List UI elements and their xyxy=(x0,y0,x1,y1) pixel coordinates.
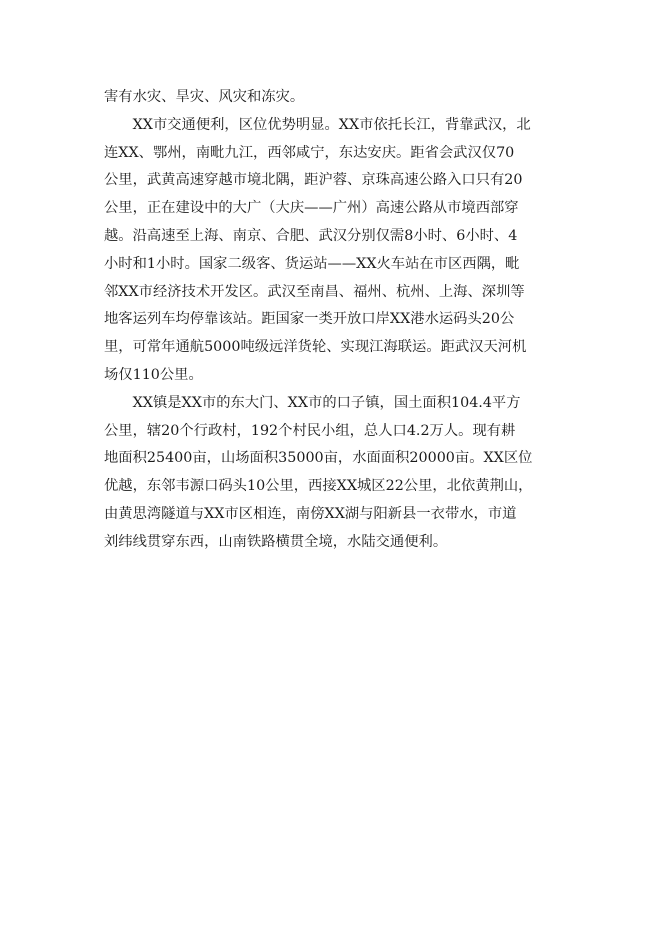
paragraph-1: 害有水灾、旱灾、风灾和冻灾。 xyxy=(104,89,305,105)
paragraph-2: XX市交通便利，区位优势明显。XX市依托长江，背靠武汉，北 连XX、鄂州，南毗九江，西邻咸宁，东达安庆。距省会武汉仅70 公里，武黄高速穿越市境北隅，距沪蓉、京珠高速公路入口只有20 公里，正在建设中的大广（大庆——广州）高速公路从市境西部穿 越。沿高速至上海、南京、合肥、武汉分别仅需8小时、6小时、4 小时和1小时。国家二级客、货运站——XX火车站在市区西隅，毗 邻XX市经济技术开发区。武汉至南昌、福州、杭州、上海、深圳等 地客运列车均停靠该站。距国家一类开放口岸XX港水运码头20公 里，可常年通航5000吨级远洋货轮、实现江海联运。距武汉天河机 场仅110公里。 xyxy=(104,116,531,383)
paragraph-3: XX镇是XX市的东大门、XX市的口子镇，国土面积104.4平方 公里，辖20个行政村，192个村民小组，总人口4.2万人。现有耕 地面积25400亩，山场面积35000亩，水面面积20000亩。XX区位 优越，东邻韦源口码头10公里，西接XX城区22公里，北依黄荆山， 由黄思湾隧道与XX市区相连，南傍XX湖与阳新县一衣带水，市道 刘纬线贯穿东西，山南铁路横贯全境，水陆交通便利。 xyxy=(104,394,533,550)
document-body xyxy=(104,84,560,557)
